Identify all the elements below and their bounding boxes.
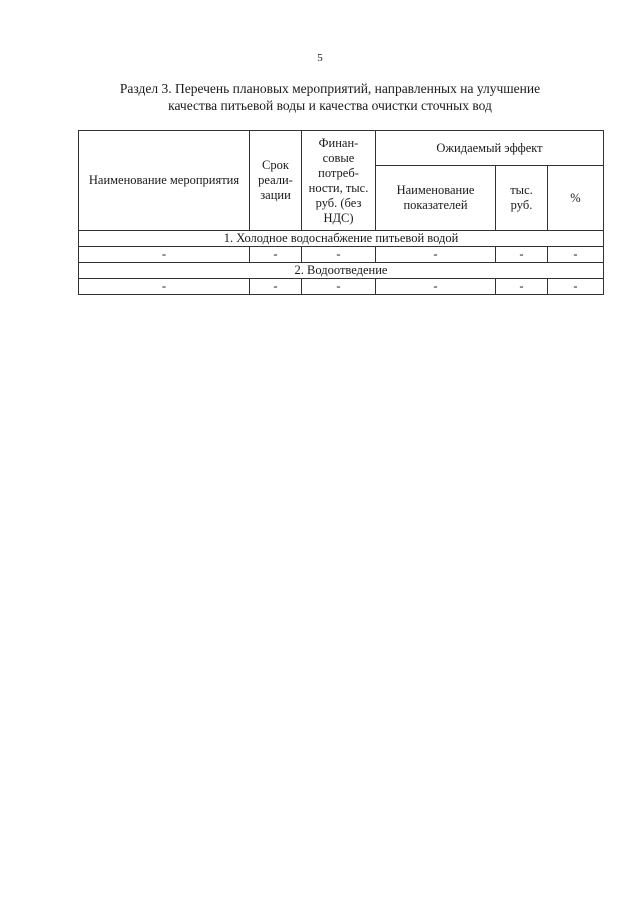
header-expected-effect: Ожидаемый эффект — [376, 131, 604, 166]
section-title-line-1: Раздел 3. Перечень плановых мероприятий, направленных на улучшение — [119, 81, 541, 96]
section-title-line-2: качества питьевой воды и качества очистки сточных вод — [168, 98, 492, 113]
measures-table — [78, 130, 604, 295]
table-cell: - — [250, 279, 302, 295]
table-row — [79, 247, 604, 263]
section-row-title: 2. Водоотведение — [79, 263, 604, 279]
table-cell: - — [250, 247, 302, 263]
table-row — [79, 279, 604, 295]
header-term: Срок реали-зации — [250, 131, 302, 231]
table-cell: - — [79, 279, 250, 295]
table-cell: - — [302, 279, 376, 295]
page-number: 5 — [317, 52, 323, 64]
header-thousand-rub: тыс. руб. — [496, 166, 548, 231]
table-cell: - — [376, 247, 496, 263]
header-percent: % — [548, 166, 604, 231]
section-title — [80, 80, 580, 114]
table-cell: - — [302, 247, 376, 263]
table-cell: - — [548, 279, 604, 295]
table-cell: - — [496, 247, 548, 263]
header-indicator-name: Наименование показателей — [376, 166, 496, 231]
section-row-title: 1. Холодное водоснабжение питьевой водой — [79, 231, 604, 247]
table-cell: - — [496, 279, 548, 295]
header-financial-needs: Финан-совые потреб-ности, тыс. руб. (без НДС) — [302, 131, 376, 231]
table-cell: - — [79, 247, 250, 263]
header-measure-name: Наименование мероприятия — [79, 131, 250, 231]
table-cell: - — [548, 247, 604, 263]
table-cell: - — [376, 279, 496, 295]
